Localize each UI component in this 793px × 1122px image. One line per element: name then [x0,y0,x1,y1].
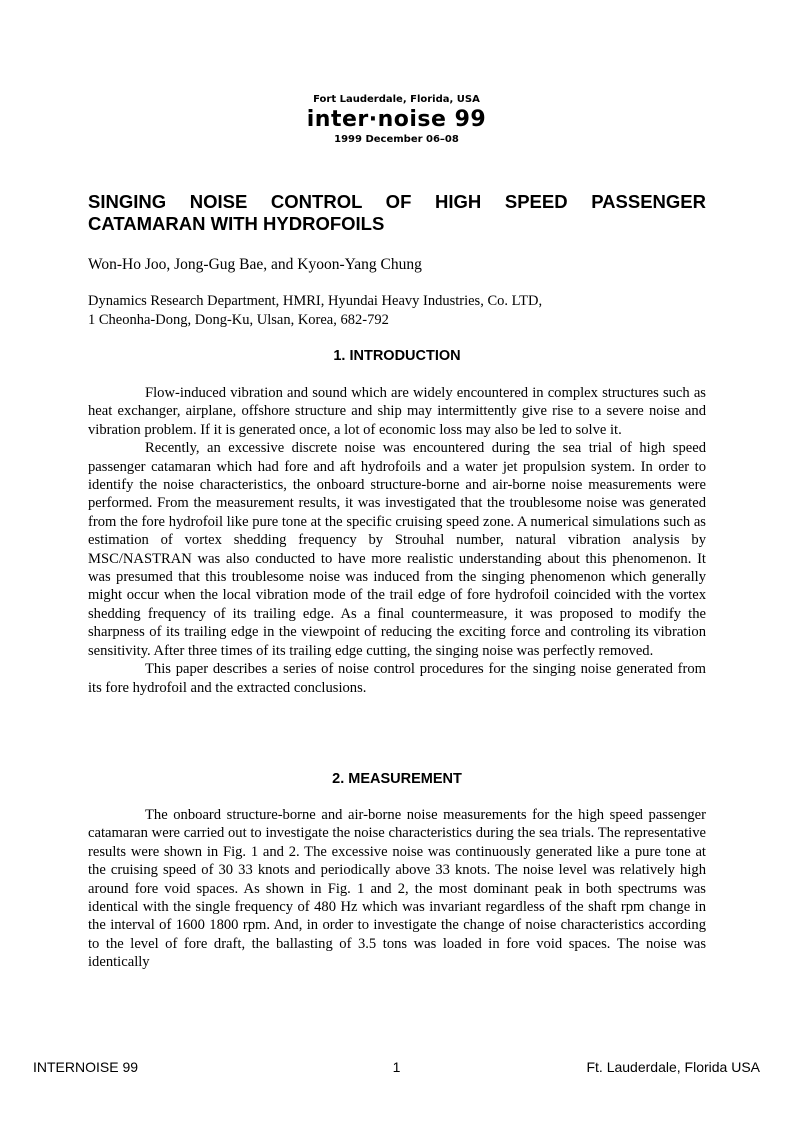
section-heading-introduction: 1. INTRODUCTION [333,348,461,364]
section-heading-measurement: 2. MEASUREMENT [332,771,462,787]
author-affiliation [88,292,542,329]
measurement-body [88,806,706,972]
conference-header [0,93,793,146]
conference-logo: inter·noise 99 [306,107,487,132]
affiliation-line-2: 1 Cheonha-Dong, Dong-Ku, Ulsan, Korea, 682-792 [88,311,389,328]
introduction-paragraph-3: This paper describes a series of noise control procedures for the singing noise generated from its fore hydrofoil and the extracted conclusions. [88,661,706,696]
introduction-paragraph-2: Recently, an excessive discrete noise was encountered during the sea trial of high speed passenger catamaran which had fore and aft hydrofoils and a water jet propulsion system. In order to identify the noise characteristics, the onboard structure-borne and air-borne noise measurements were performed. From the measurement results, it was investigated that the troublesome noise was generated from the fore hydrofoil like pure tone at the specific cruising speed zone. A numerical simulations such as estimation of vortex shedding frequency by Strouhal number, natural vibration analysis by MSC/NASTRAN was also conducted to have more realistic understanding about this phenomenon. It was presumed that this troublesome noise was induced from the singing phenomenon which generally might occur when the local vibration mode of the trail edge of fore hydrofoil coincided with the vortex shedding frequency of its trailing edge. As a final countermeasure, it was proposed to modify the sharpness of its trailing edge in the viewpoint of reducing the exciting force and controling its vibration sensitivity. After three times of its trailing edge cutting, the singing noise was perfectly removed. [88,440,706,659]
affiliation-line-1: Dynamics Research Department, HMRI, Hyundai Heavy Industries, Co. LTD, [88,293,543,309]
footer-left: INTERNOISE 99 [33,1059,139,1075]
conference-dates: 1999 December 06–08 [334,134,459,145]
introduction-paragraph-1: Flow-induced vibration and sound which are widely encountered in complex structures such as heat exchanger, airplane, offshore structure and ship may intermittently give rise to a severe noise and vibration problem. If it is generated once, a lot of economic loss may also be led to solve it. [88,385,706,438]
footer-right: Ft. Lauderdale, Florida USA [586,1059,760,1075]
conference-location: Fort Lauderdale, Florida, USA [313,94,480,105]
paper-authors: Won-Ho Joo, Jong-Gug Bae, and Kyoon-Yang Chung [88,256,422,273]
paper-title: SINGING NOISE CONTROL OF HIGH SPEED PASSENGER CATAMARAN WITH HYDROFOILS [88,191,706,234]
page-number: 1 [392,1059,401,1075]
measurement-paragraph-1: The onboard structure-borne and air-borne noise measurements for the high speed passenger catamaran were carried out to investigate the noise characteristics during the sea trials. The representative results were shown in Fig. 1 and 2. The excessive noise was continuously generated like a pure tone at the cruising speed of 30 33 knots and periodically above 33 knots. The noise level was relatively high around fore void spaces. As shown in Fig. 1 and 2, the most dominant peak in both spectrums was identical with the single frequency of 480 Hz which was invariant regardless of the shaft rpm change in the interval of 1600 1800 rpm. And, in order to investigate the change of noise characteristics according to the level of fore draft, the ballasting of 3.5 tons was loaded in fore void spaces. The noise was identically [88,807,706,971]
introduction-body [88,384,706,697]
